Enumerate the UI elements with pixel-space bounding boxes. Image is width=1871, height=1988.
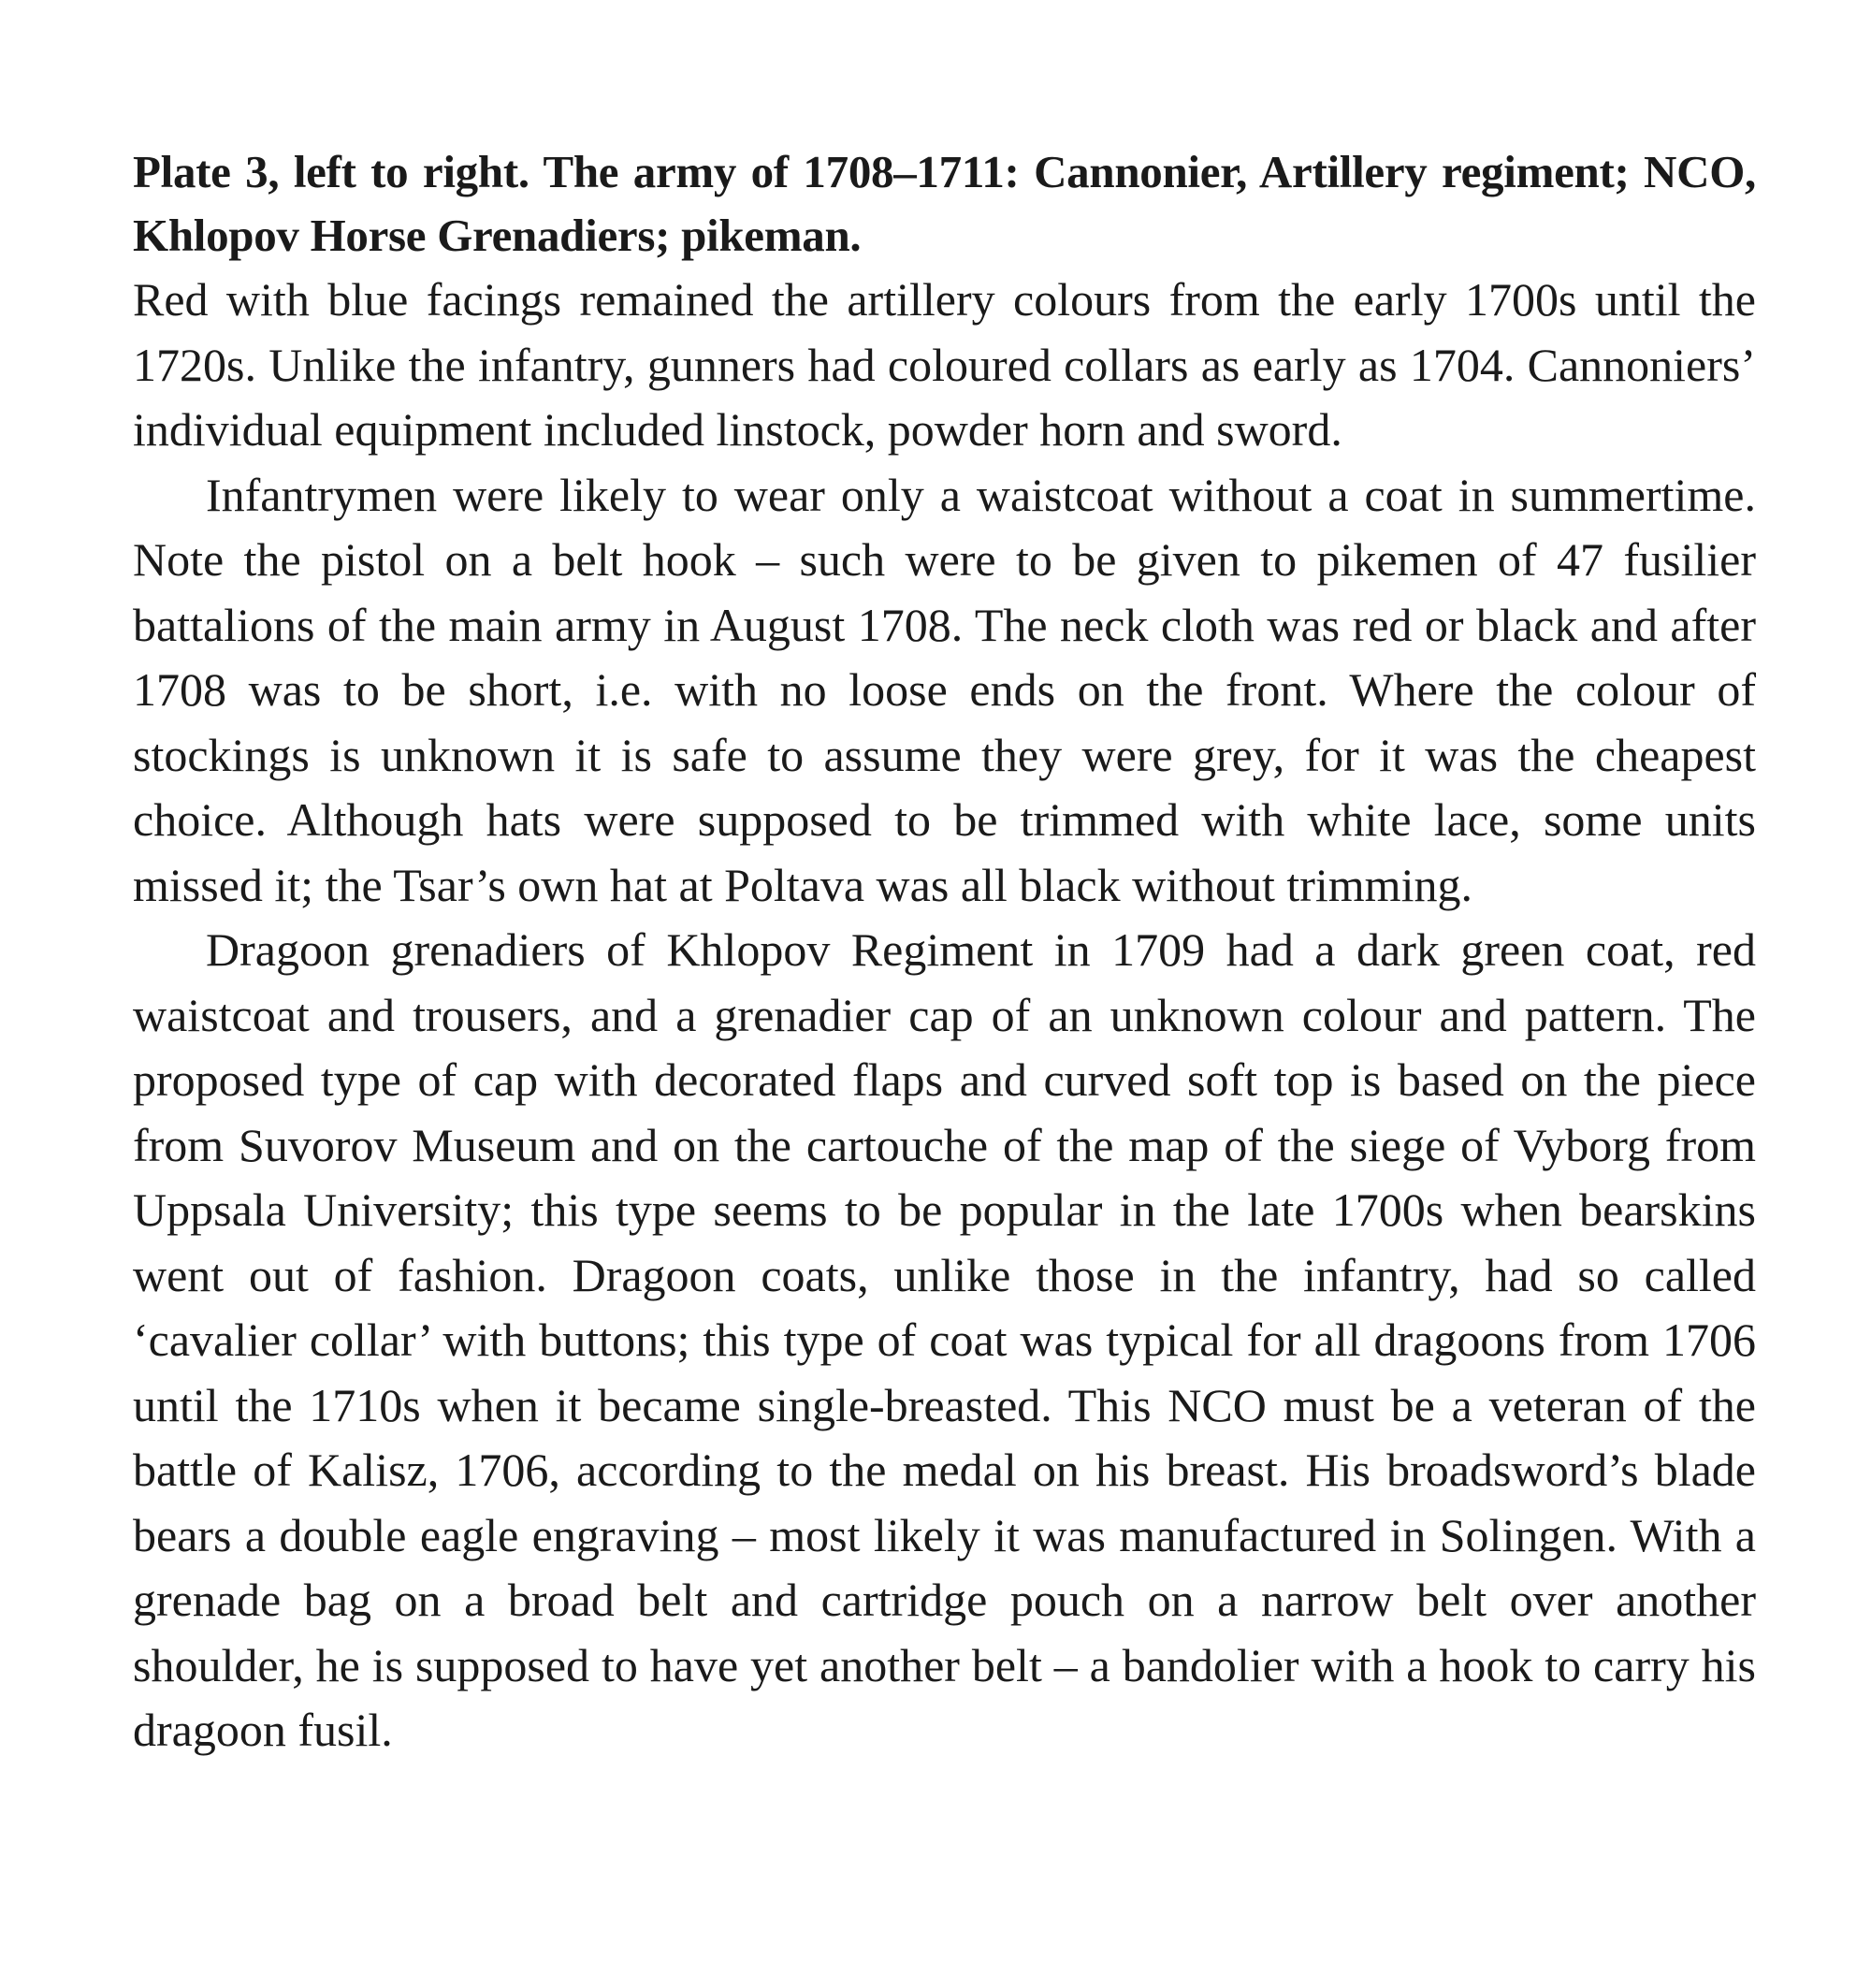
caption-heading: Plate 3, left to right. The army of 1708–1711: Cannonier, Artillery regiment; NCO, Khlopov Horse Grenadiers; pikeman. xyxy=(133,146,1756,261)
paragraph-dragoons: Dragoon grenadiers of Khlopov Regiment in 1709 had a dark green coat, red waistcoat and trousers, and a grenadier cap of an unknown colour and pattern. The proposed type of cap with decorated flaps and curved soft top is based on the piece from Suvorov Museum and on the cartouche of the map of the siege of Vyborg from Uppsala University; this type seems to be popular in the late 1700s when bearskins went out of fashion. Dragoon coats, unlike those in the infantry, had so called ‘cavalier collar’ with buttons; this type of coat was typical for all dragoons from 1706 until the 1710s when it became single-breasted. This NCO must be a veteran of the battle of Kalisz, 1706, according to the medal on his breast. His broadsword’s blade bears a double eagle engraving – most likely it was manufactured in Solingen. With a grenade bag on a broad belt and cartridge pouch on a narrow belt over another shoulder, he is supposed to have yet another belt – a bandolier with a hook to carry his dragoon fusil. xyxy=(133,923,1756,1756)
paragraph-infantry: Infantrymen were likely to wear only a waistcoat without a coat in summertime. Note the pistol on a belt hook – such were to be given to pikemen of 47 fusilier battalions of the main army in August 1708. The neck cloth was red or black and after 1708 was to be short, i.e. with no loose ends on the front. Where the colour of stockings is unknown it is safe to assume they were grey, for it was the cheapest choice. Although hats were supposed to be trimmed with white lace, some units missed it; the Tsar’s own hat at Poltava was all black without trimming. xyxy=(133,468,1756,911)
paragraph-artillery: Red with blue facings remained the artillery colours from the early 1700s until the 1720s. Unlike the infantry, gunners had coloured collars as early as 1704. Cannoniers’ individual equipment included linstock, powder horn and sword. xyxy=(133,273,1756,456)
plate-caption xyxy=(133,140,1756,1763)
